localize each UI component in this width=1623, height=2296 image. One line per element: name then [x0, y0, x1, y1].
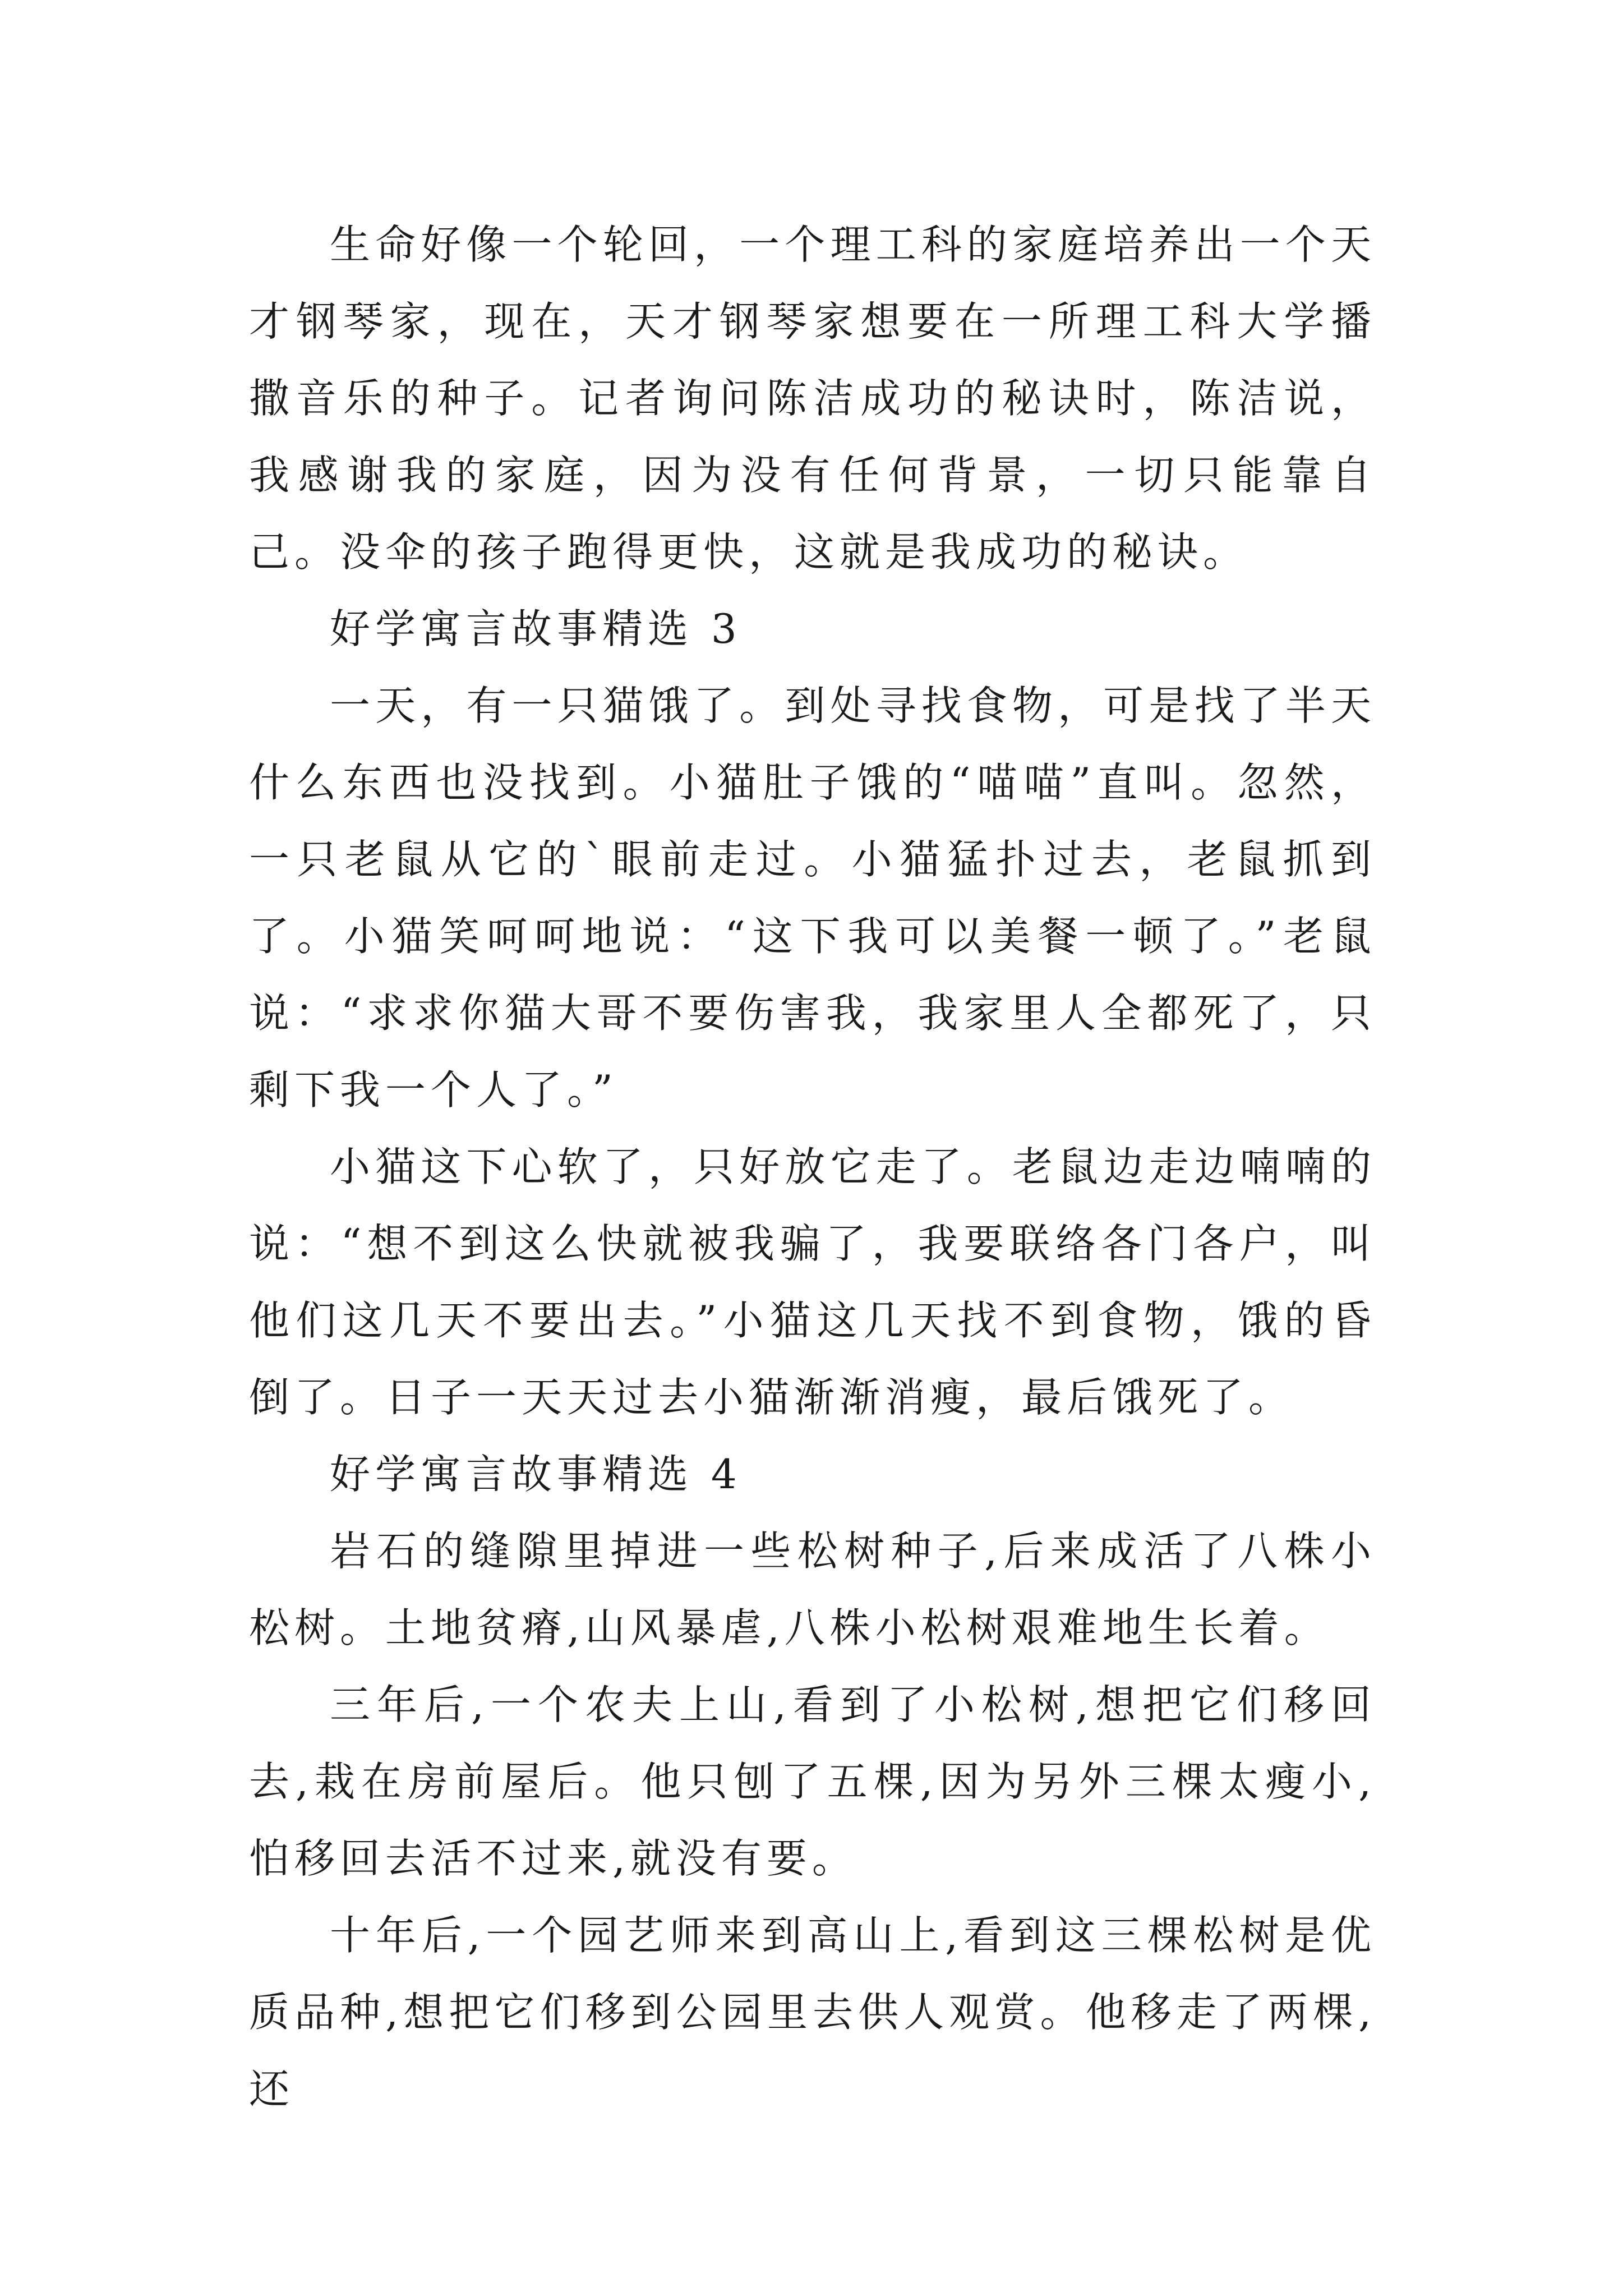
paragraph: 岩石的缝隙里掉进一些松树种子,后来成活了八株小松树。土地贫瘠,山风暴虐,八株小松树艰难地生长着。	[249, 1527, 1376, 1651]
paragraph: 三年后,一个农夫上山,看到了小松树,想把它们移回去,栽在房前屋后。他只刨了五棵,因为另外三棵太瘦小,怕移回去活不过来,就没有要。	[249, 1681, 1376, 1882]
paragraph: 一天，有一只猫饿了。到处寻找食物，可是找了半天什么东西也没找到。小猫肚子饿的“喵喵”直叫。忽然，一只老鼠从它的`眼前走过。小猫猛扑过去，老鼠抓到了。小猫笑呵呵地说：“这下我可以美餐一顿了。”老鼠说：“求求你猫大哥不要伤害我，我家里人全都死了，只剩下我一个人了。”	[249, 682, 1376, 1114]
paragraph: 生命好像一个轮回，一个理工科的家庭培养出一个天才钢琴家，现在，天才钢琴家想要在一所理工科大学播撒音乐的种子。记者询问陈洁成功的秘诀时，陈洁说，我感谢我的家庭，因为没有任何背景，一切只能靠自己。没伞的孩子跑得更快，这就是我成功的秘诀。	[249, 221, 1376, 576]
document-body	[249, 206, 1376, 2128]
paragraph: 十年后,一个园艺师来到高山上,看到这三棵松树是优质品种,想把它们移到公园里去供人观赏。他移走了两棵,还	[249, 1912, 1376, 2113]
section-heading: 好学寓言故事精选 4	[330, 1451, 742, 1498]
section-heading: 好学寓言故事精选 3	[330, 605, 742, 652]
paragraph: 小猫这下心软了，只好放它走了。老鼠边走边喃喃的说：“想不到这么快就被我骗了，我要联络各门各户，叫他们这几天不要出去。”小猫这几天找不到食物，饿的昏倒了。日子一天天过去小猫渐渐消瘦，最后饿死了。	[249, 1143, 1376, 1421]
